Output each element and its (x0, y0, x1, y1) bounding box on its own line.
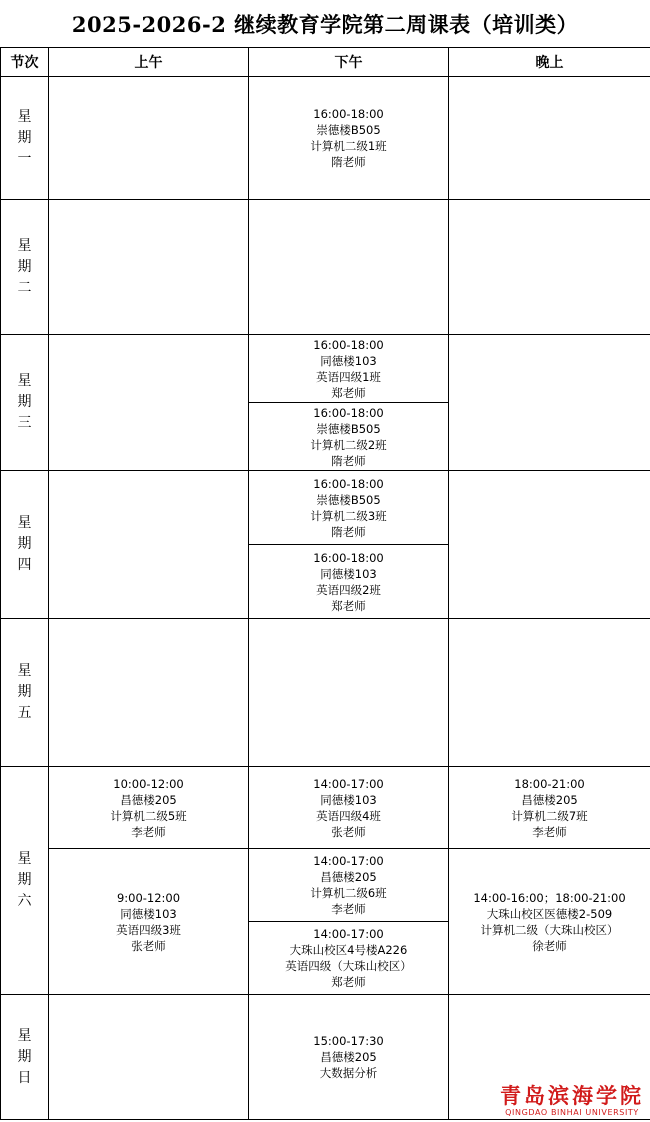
page-title: 2025-2026-2 继续教育学院第二周课表（培训类） (71, 12, 579, 37)
class-room: 昌德楼205 (120, 792, 177, 807)
tue-afternoon-cell (249, 200, 449, 335)
class-time: 14:00-17:00 (313, 854, 384, 868)
class-time: 9:00-12:00 (116, 890, 181, 905)
day-monday: 星期一 (1, 77, 49, 200)
row-thursday (1, 471, 650, 545)
class-course: 大数据分析 (319, 1066, 378, 1080)
class-course: 英语四级2班 (316, 582, 381, 597)
class-teacher: 郑老师 (331, 975, 366, 989)
class-teacher: 李老师 (131, 824, 166, 839)
class-entry (249, 77, 449, 200)
class-room: 昌德楼205 (521, 792, 578, 807)
class-course: 计算机二级（大珠山校区） (480, 922, 619, 937)
class-course: 计算机二级7班 (511, 808, 588, 823)
class-room: 大珠山校区医德楼2-509 (486, 906, 613, 921)
class-course: 计算机二级5班 (110, 808, 187, 823)
class-room: 昌德楼205 (320, 1050, 377, 1064)
class-teacher: 李老师 (532, 824, 567, 839)
class-teacher: 郑老师 (331, 598, 366, 613)
fri-afternoon-cell (249, 619, 449, 767)
class-teacher: 张老师 (331, 824, 366, 839)
row-wednesday (1, 335, 650, 403)
class-entry (249, 922, 449, 995)
class-course: 计算机二级6班 (310, 886, 387, 900)
header-period: 节次 (1, 48, 49, 77)
day-wednesday: 星期三 (1, 335, 49, 471)
header-evening: 晚上 (449, 48, 650, 77)
university-logo (500, 1084, 644, 1118)
class-entry (249, 471, 449, 545)
class-time: 16:00-18:00 (313, 107, 384, 121)
class-course: 计算机二级1班 (310, 139, 387, 153)
day-sunday: 星期日 (1, 995, 49, 1120)
class-time: 16:00-18:00 (313, 476, 384, 491)
class-time: 14:00-17:00 (313, 927, 384, 941)
class-entry (49, 849, 249, 995)
fri-evening-cell (449, 619, 650, 767)
class-room: 同德楼103 (320, 353, 377, 368)
schedule-table (0, 47, 650, 1120)
mon-evening-cell (449, 77, 650, 200)
day-thursday: 星期四 (1, 471, 49, 619)
class-teacher: 张老师 (131, 938, 166, 953)
class-time: 16:00-18:00 (313, 550, 384, 565)
class-entry (249, 335, 449, 403)
mon-morning-cell (49, 77, 249, 200)
row-friday (1, 619, 650, 767)
fri-morning-cell (49, 619, 249, 767)
row-tuesday (1, 200, 650, 335)
tue-morning-cell (49, 200, 249, 335)
class-time: 16:00-18:00 (313, 405, 384, 420)
class-course: 计算机二级3班 (310, 508, 387, 523)
logo-english-name: QINGDAO BINHAI UNIVERSITY (505, 1108, 639, 1117)
class-teacher: 李老师 (331, 902, 366, 916)
class-room: 崇德楼B505 (316, 123, 381, 137)
thu-morning-cell (49, 471, 249, 619)
class-room: 昌德楼205 (320, 870, 377, 884)
class-course: 英语四级1班 (316, 369, 381, 384)
header-morning: 上午 (49, 48, 249, 77)
class-time: 18:00-21:00 (514, 776, 585, 791)
class-entry (449, 767, 650, 849)
class-entry (249, 545, 449, 619)
wed-morning-cell (49, 335, 249, 471)
class-room: 同德楼103 (320, 566, 377, 581)
class-teacher: 隋老师 (331, 453, 366, 468)
row-monday (1, 77, 650, 200)
thu-evening-cell (449, 471, 650, 619)
class-time: 16:00-18:00 (313, 337, 384, 352)
class-teacher: 隋老师 (331, 155, 366, 169)
class-entry (449, 849, 650, 995)
row-saturday (1, 767, 650, 849)
class-time: 14:00-17:00 (313, 776, 384, 791)
class-entry (249, 995, 449, 1120)
class-course: 计算机二级2班 (310, 437, 387, 452)
class-entry (249, 849, 449, 922)
day-friday: 星期五 (1, 619, 49, 767)
class-room: 大珠山校区4号楼A226 (289, 943, 408, 957)
class-teacher: 徐老师 (532, 938, 567, 953)
class-room: 崇德楼B505 (316, 492, 381, 507)
header-row (1, 48, 650, 77)
day-saturday: 星期六 (1, 767, 49, 995)
class-course: 英语四级3班 (116, 922, 181, 937)
wed-evening-cell (449, 335, 650, 471)
header-afternoon: 下午 (249, 48, 449, 77)
class-entry (249, 403, 449, 471)
class-time: 15:00-17:30 (313, 1034, 384, 1048)
class-course: 英语四级（大珠山校区） (285, 959, 412, 973)
class-course: 英语四级4班 (316, 808, 381, 823)
class-room: 同德楼103 (320, 792, 377, 807)
class-teacher: 隋老师 (331, 524, 366, 539)
class-room: 崇德楼B505 (316, 421, 381, 436)
class-entry (249, 767, 449, 849)
row-saturday-2 (1, 849, 650, 922)
class-time: 14:00-16:00；18:00-21:00 (473, 890, 626, 905)
logo-chinese-name: 青岛滨海学院 (500, 1083, 644, 1108)
tue-evening-cell (449, 200, 650, 335)
class-room: 同德楼103 (120, 906, 177, 921)
day-tuesday: 星期二 (1, 200, 49, 335)
class-entry (49, 767, 249, 849)
class-teacher: 郑老师 (331, 385, 366, 400)
class-time: 10:00-12:00 (113, 776, 184, 791)
sun-morning-cell (49, 995, 249, 1120)
